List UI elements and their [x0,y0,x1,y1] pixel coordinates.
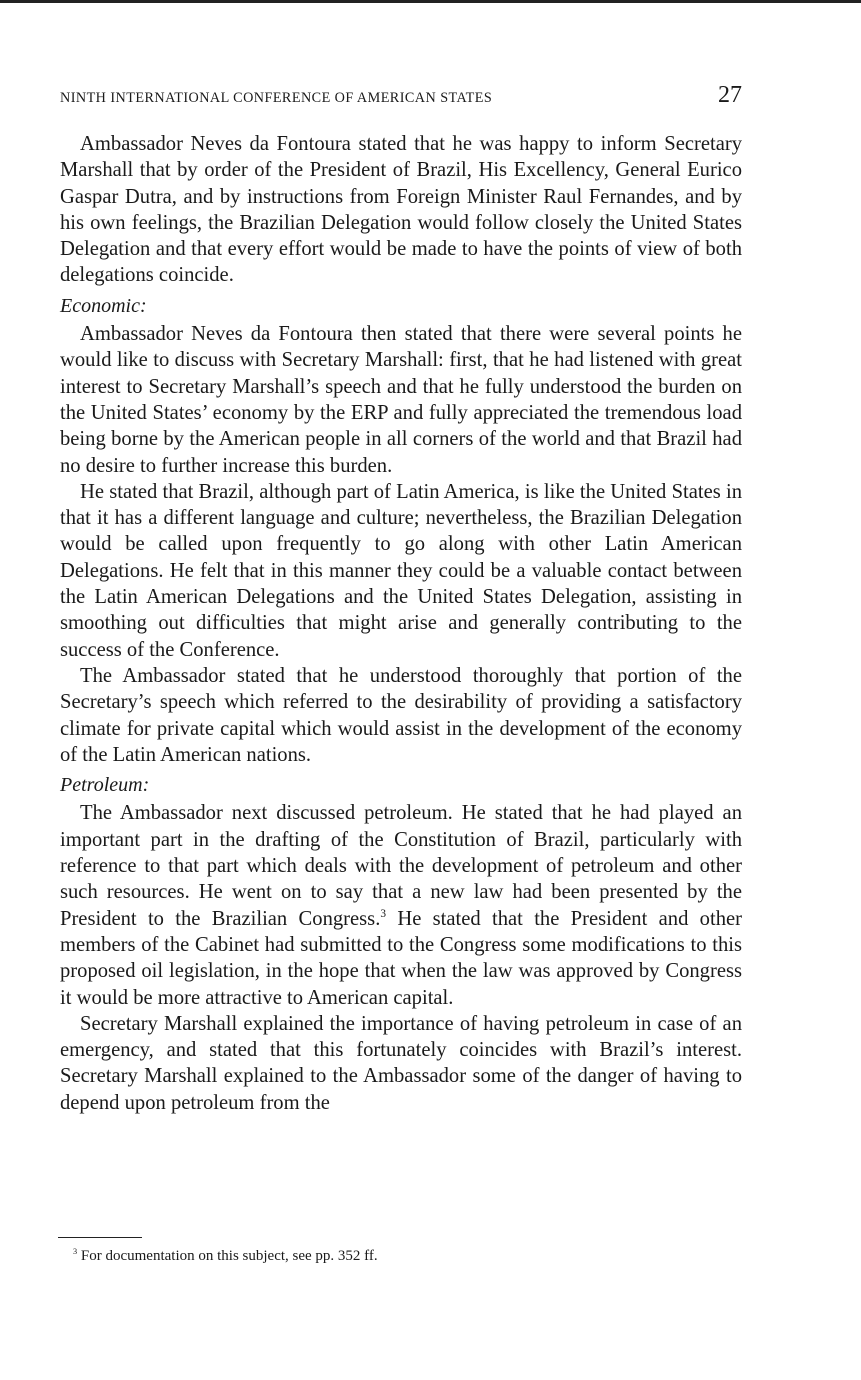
paragraph-5-text-b: He stated that the President and other members of the Cabinet had submitted to the Congress some modifications to this proposed oil legislation, in the hope that when the law was approved by Congress it would be more attractive to American capital. [60,907,742,1009]
top-border-rule [0,0,861,3]
section-heading-economic: Economic: [60,294,147,317]
paragraph-5 [60,800,742,1010]
body-text [60,131,742,1116]
paragraph-6: Secretary Marshall explained the importance of having petroleum in case of an emergency, and stated that this fortunately coincides with Brazil’s interest. Secretary Marshall explained to the Ambassador some of the danger of having to depend upon petroleum from the [60,1012,742,1114]
footnote-text: For documentation on this subject, see pp. 352 ff. [80,1248,378,1264]
paragraph-5-text-a: The Ambassador next discussed petroleum. He stated that he had played an important part in the drafting of the Constitution of Brazil, particularly with reference to that part which deals with the development of petroleum and other such resources. He went on to say that a new law had been presented by the President to the Brazilian Congress. [60,802,742,930]
paragraph-2: Ambassador Neves da Fontoura then stated that there were several points he would like to discuss with Secretary Marshall: first, that he had listened with great interest to Secretary Marshall’s speech and that he fully understood the burden on the United States’ economy by the ERP and fully appreciated the tremendous load being borne by the American people in all corners of the world and that Brazil had no desire to further increase this burden. [60,323,742,477]
page-number: 27 [718,82,742,108]
footnote-divider [58,1237,142,1238]
footnote-marker: 3 [73,1247,78,1256]
running-head: NINTH INTERNATIONAL CONFERENCE OF AMERICAN STATES [60,90,493,106]
footnote [73,1246,733,1266]
footnote-reference: 3 [380,907,387,920]
section-heading-petroleum: Petroleum: [60,774,150,797]
paragraph-4: The Ambassador stated that he understood thoroughly that portion of the Secretary’s speech which referred to the desirability of providing a satisfactory climate for private capital which would assist in the development of the economy of the Latin American nations. [60,664,742,766]
paragraph-3: He stated that Brazil, although part of Latin America, is like the United States in that it has a different language and culture; nevertheless, the Brazilian Delegation would be called upon frequently to go along with other Latin American Delegations. He felt that in this manner they could be a valuable contact between the Latin American Delegations and the United States Delegation, assisting in smoothing out difficulties that might arise and generally contributing to the success of the Conference. [60,480,742,661]
paragraph-1: Ambassador Neves da Fontoura stated that he was happy to inform Secretary Marshall that by order of the President of Brazil, His Excellency, General Eurico Gaspar Dutra, and by instructions from Foreign Minister Raul Fernandes, and by his own feelings, the Brazilian Delegation would follow closely the United States Delegation and that every effort would be made to have the points of view of both delegations coincide. [60,133,742,287]
page-header [60,84,742,114]
